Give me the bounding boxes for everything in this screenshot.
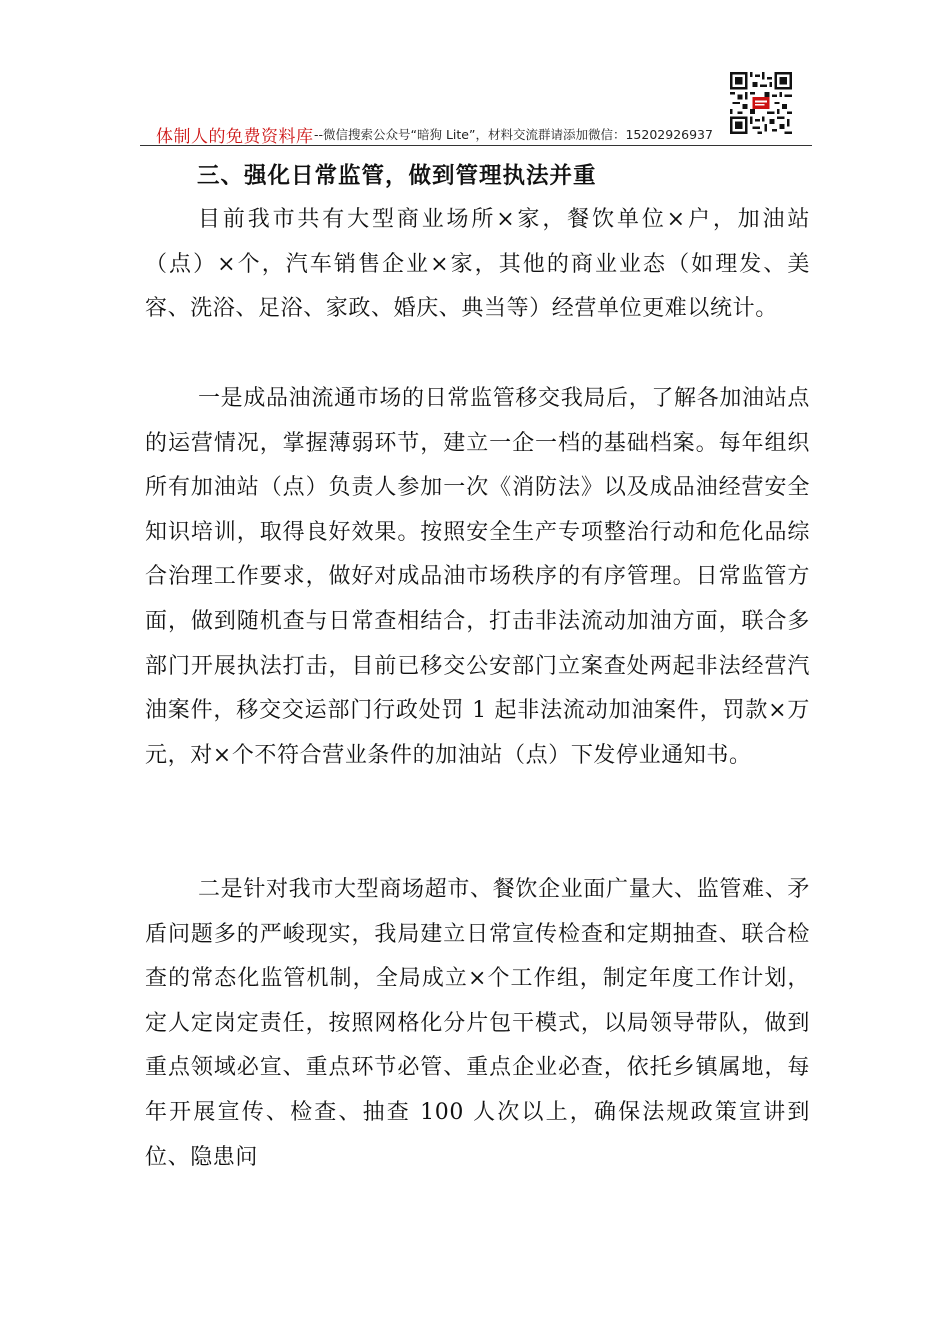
paragraph-2: 一是成品油流通市场的日常监管移交我局后，了解各加油站点的运营情况，掌握薄弱环节，建立一企一档的基础档案。每年组织所有加油站（点）负责人参加一次《消防法》以及成品油经营安全知识培训，取得良好效果。按照安全生产专项整治行动和危化品综合治理工作要求，做好对成品油市场秩序的有序管理。日常监管方面，做到随机查与日常查相结合，打击非法流动加油方面，联合多部门开展执法打击，目前已移交公安部门立案查处两起非法经营汽油案件，移交交运部门行政处罚 1 起非法流动加油案件，罚款×万元，对×个不符合营业条件的加油站（点）下发停业通知书。 [145, 386, 810, 768]
paragraph-1: 目前我市共有大型商业场所×家，餐饮单位×户，加油站（点）×个，汽车销售企业×家，其他的商业业态（如理发、美容、洗浴、足浴、家政、婚庆、典当等）经营单位更难以统计。 [145, 207, 810, 322]
page-header [140, 120, 812, 146]
qr-code-icon [730, 72, 792, 134]
brand-title: 体制人的免费资料库 [156, 127, 314, 146]
header-tagline: --微信搜索公众号“暗狗 Lite”，材料交流群请添加微信：15202926937 [314, 127, 713, 142]
section-heading: 三、强化日常监管，做到管理执法并重 [197, 163, 597, 189]
paragraph-3: 二是针对我市大型商场超市、餐饮企业面广量大、监管难、矛盾问题多的严峻现实，我局建立日常宣传检查和定期抽查、联合检查的常态化监管机制，全局成立×个工作组，制定年度工作计划，定人定岗定责任，按照网格化分片包干模式，以局领导带队，做到重点领域必宣、重点环节必管、重点企业必查，依托乡镇属地，每年开展宣传、检查、抽查 100 人次以上，确保法规政策宣讲到位、隐患问 [145, 877, 810, 1170]
header-divider [140, 145, 812, 146]
